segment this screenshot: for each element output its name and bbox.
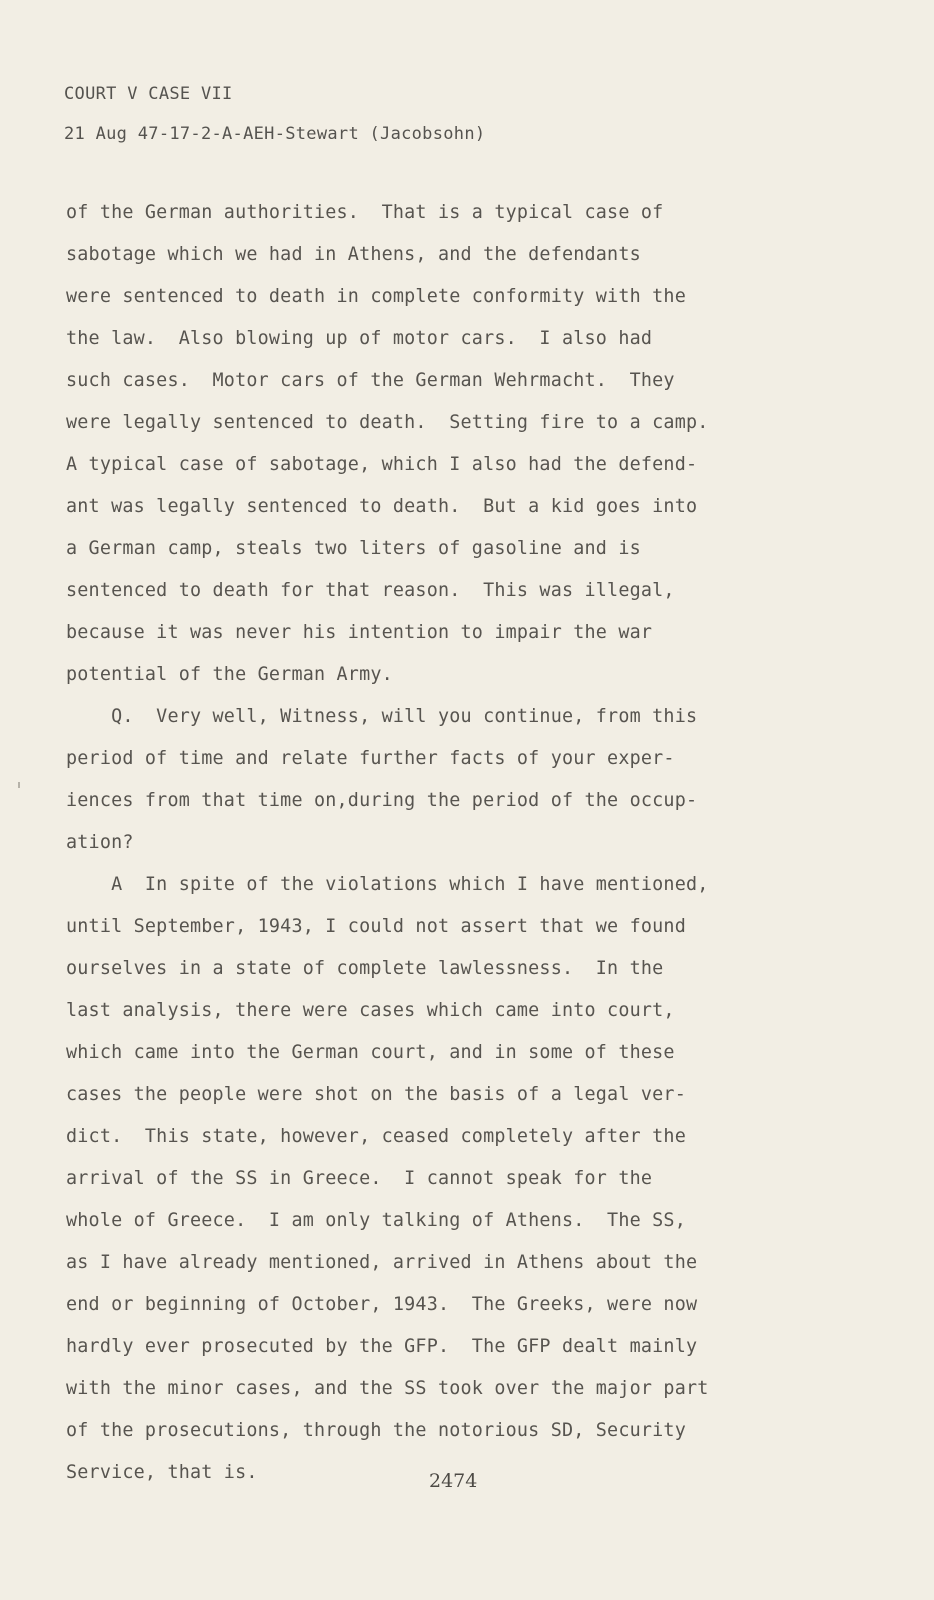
page-number: 2474	[429, 1470, 478, 1492]
transcript-line: cases the people were shot on the basis of a legal ver-	[66, 1084, 686, 1105]
transcript-line: last analysis, there were cases which came into court,	[66, 1000, 675, 1021]
transcript-line: because it was never his intention to impair the war	[66, 622, 653, 643]
transcript-line: whole of Greece. I am only talking of Athens. The SS,	[66, 1210, 686, 1231]
document-header	[64, 74, 485, 154]
transcript-line: such cases. Motor cars of the German Wehrmacht. They	[66, 370, 675, 391]
transcript-line: A typical case of sabotage, which I also had the defend-	[66, 454, 698, 475]
transcript-line: which came into the German court, and in some of these	[66, 1042, 675, 1063]
question-line: Q. Very well, Witness, will you continue, from this	[66, 706, 698, 727]
transcript-line: of the prosecutions, through the notorious SD, Security	[66, 1420, 686, 1441]
transcript-line: were legally sentenced to death. Setting fire to a camp.	[66, 412, 709, 433]
session-reference: 21 Aug 47-17-2-A-AEH-Stewart (Jacobsohn)	[64, 124, 486, 144]
transcript-line: sentenced to death for that reason. This was illegal,	[66, 580, 675, 601]
transcript-line: iences from that time on,during the period of the occup-	[66, 790, 698, 811]
transcript-line: dict. This state, however, ceased completely after the	[66, 1126, 686, 1147]
transcript-line: ation?	[66, 832, 134, 853]
transcript-line: end or beginning of October, 1943. The Greeks, were now	[66, 1294, 698, 1315]
transcript-line: with the minor cases, and the SS took over the major part	[66, 1378, 709, 1399]
court-case-heading: COURT V CASE VII	[64, 84, 233, 104]
transcript-line: sabotage which we had in Athens, and the defendants	[66, 244, 641, 265]
transcript-line: potential of the German Army.	[66, 664, 393, 685]
transcript-line: were sentenced to death in complete conformity with the	[66, 286, 686, 307]
transcript-line: ourselves in a state of complete lawlessness. In the	[66, 958, 664, 979]
transcript-line: arrival of the SS in Greece. I cannot speak for the	[66, 1168, 653, 1189]
transcript-line: ant was legally sentenced to death. But a kid goes into	[66, 496, 698, 517]
answer-line: A In spite of the violations which I have mentioned,	[66, 874, 709, 895]
transcript-line: period of time and relate further facts of your exper-	[66, 748, 675, 769]
transcript-line: the law. Also blowing up of motor cars. I also had	[66, 328, 653, 349]
transcript-line: a German camp, steals two liters of gasoline and is	[66, 538, 641, 559]
transcript-line: Service, that is.	[66, 1462, 258, 1483]
transcript-line: hardly ever prosecuted by the GFP. The GFP dealt mainly	[66, 1336, 698, 1357]
transcript-body	[66, 192, 866, 1494]
transcript-line: until September, 1943, I could not assert that we found	[66, 916, 686, 937]
transcript-line: of the German authorities. That is a typical case of	[66, 202, 664, 223]
margin-mark	[18, 782, 20, 788]
transcript-line: as I have already mentioned, arrived in Athens about the	[66, 1252, 698, 1273]
